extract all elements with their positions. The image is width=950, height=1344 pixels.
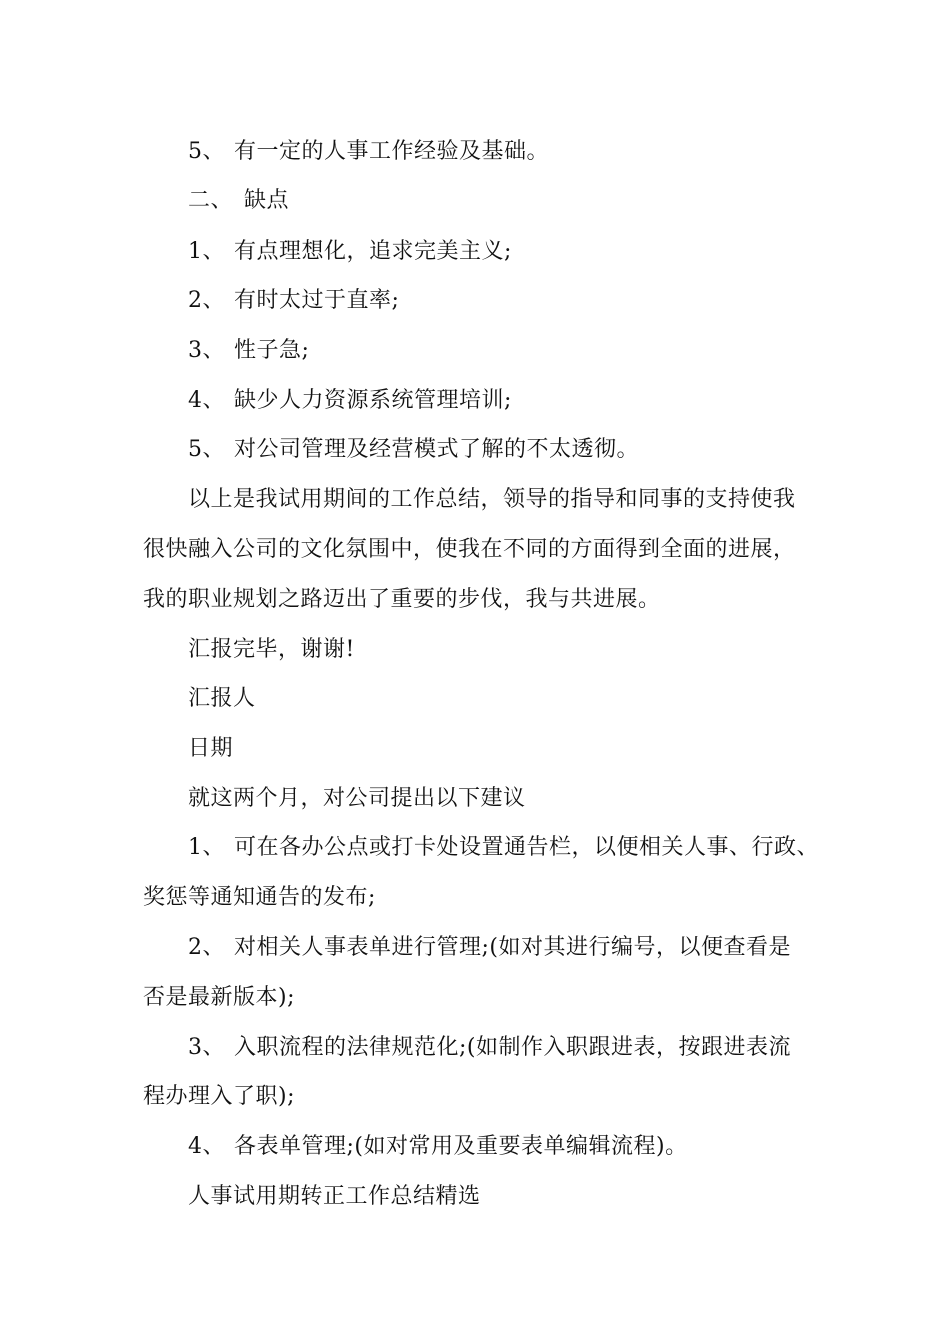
list-text: 有一定的人事工作经验及基础。 [234, 139, 550, 164]
list-text: 有时太过于直率; [234, 288, 400, 313]
list-item [188, 286, 399, 316]
list-text: 入职流程的法律规范化;(如制作入职跟进表，按跟进表流 [234, 1035, 791, 1060]
list-item [188, 237, 512, 267]
summary-line: 很快融入公司的文化氛围中，使我在不同的方面得到全面的进展， [143, 537, 796, 562]
closing-text: 汇报完毕，谢谢! [188, 637, 355, 662]
list-text: 性子急; [234, 338, 310, 363]
section-heading [188, 186, 289, 216]
list-number: 1、 [188, 239, 225, 264]
document-title: 人事试用期转正工作总结精选 [188, 1184, 481, 1209]
list-number: 4、 [188, 388, 225, 413]
suggestion-item [188, 1132, 688, 1162]
list-text: 各表单管理;(如对常用及重要表单编辑流程)。 [234, 1134, 688, 1159]
list-number: 4、 [188, 1134, 225, 1159]
list-number: 3、 [188, 338, 225, 363]
suggestion-continuation: 否是最新版本); [143, 985, 295, 1010]
section-number: 二、 [188, 188, 234, 213]
list-text: 有点理想化，追求完美主义; [234, 239, 512, 264]
list-item [188, 336, 309, 366]
list-item [188, 386, 512, 416]
date-label: 日期 [188, 736, 234, 761]
suggestion-item [188, 833, 819, 863]
section-title: 缺点 [244, 188, 290, 213]
list-text: 对相关人事表单进行管理;(如对其进行编号，以便查看是 [234, 935, 791, 960]
list-number: 5、 [188, 437, 225, 462]
suggestion-intro: 就这两个月，对公司提出以下建议 [188, 786, 526, 811]
summary-line: 以上是我试用期间的工作总结，领导的指导和同事的支持使我 [188, 487, 796, 512]
list-number: 5、 [188, 139, 225, 164]
suggestion-item [188, 933, 791, 963]
list-number: 1、 [188, 835, 225, 860]
list-number: 2、 [188, 288, 225, 313]
suggestion-item [188, 1033, 791, 1063]
reporter-label: 汇报人 [188, 686, 256, 711]
summary-line: 我的职业规划之路迈出了重要的步伐，我与共进展。 [143, 587, 661, 612]
list-number: 3、 [188, 1035, 225, 1060]
list-text: 对公司管理及经营模式了解的不太透彻。 [234, 437, 640, 462]
suggestion-continuation: 奖惩等通知通告的发布; [143, 885, 376, 910]
list-text: 缺少人力资源系统管理培训; [234, 388, 512, 413]
list-number: 2、 [188, 935, 225, 960]
suggestion-continuation: 程办理入了职); [143, 1084, 295, 1109]
list-item [188, 435, 639, 465]
list-item [188, 137, 549, 167]
list-text: 可在各办公点或打卡处设置通告栏，以便相关人事、行政、 [234, 835, 820, 860]
